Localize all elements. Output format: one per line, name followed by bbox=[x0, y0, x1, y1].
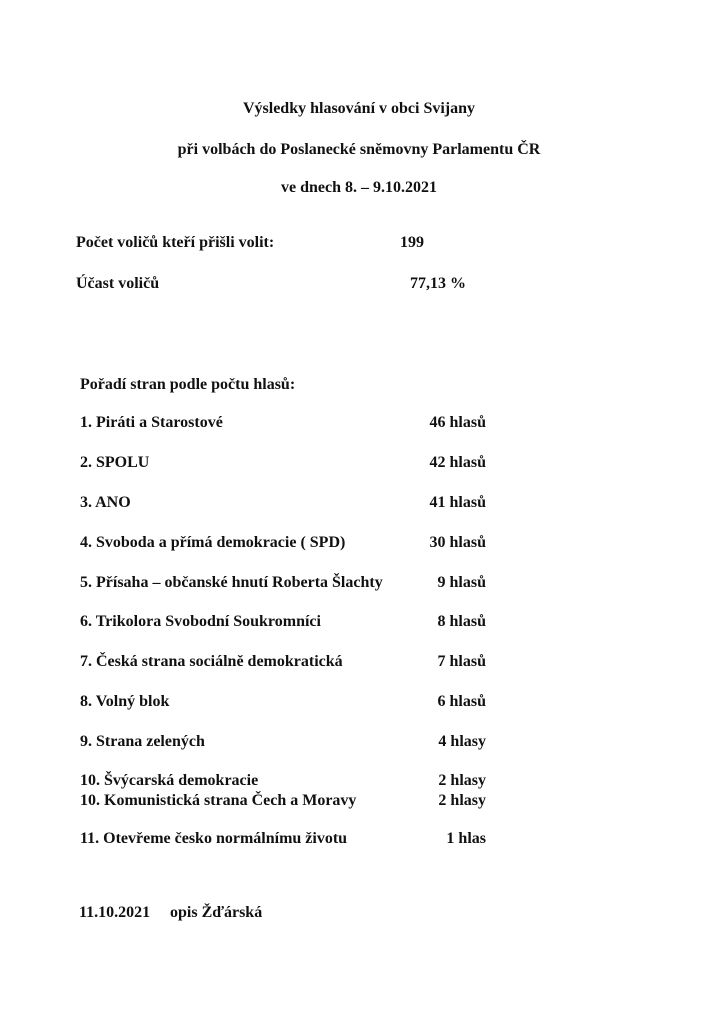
party-name: 5. Přísaha – občanské hnutí Roberta Šlachty bbox=[80, 574, 383, 591]
party-name: 8. Volný blok bbox=[80, 693, 170, 710]
ranking-heading: Pořadí stran podle počtu hlasů: bbox=[80, 376, 296, 393]
party-votes: 8 hlasů bbox=[437, 613, 486, 630]
turnout-value: 77,13 % bbox=[410, 275, 466, 292]
party-votes: 1 hlas bbox=[446, 830, 486, 847]
document-title: Výsledky hlasování v obci Svijany bbox=[242, 100, 476, 117]
party-votes: 7 hlasů bbox=[437, 653, 486, 670]
party-name: 2. SPOLU bbox=[80, 454, 150, 471]
party-name: 6. Trikolora Svobodní Soukromníci bbox=[80, 613, 321, 630]
turnout-label: Účast voličů bbox=[76, 275, 160, 292]
party-votes: 30 hlasů bbox=[429, 534, 486, 551]
voters-count-value: 199 bbox=[400, 234, 424, 251]
party-name: 3. ANO bbox=[80, 494, 131, 511]
document-subtitle: při volbách do Poslanecké sněmovny Parlamentu ČR bbox=[177, 141, 541, 158]
party-name: 1. Piráti a Starostové bbox=[80, 414, 223, 431]
party-votes: 42 hlasů bbox=[429, 454, 486, 471]
party-name: 10. Komunistická strana Čech a Moravy bbox=[80, 792, 357, 809]
party-name: 4. Svoboda a přímá demokracie ( SPD) bbox=[80, 534, 346, 551]
party-name: 9. Strana zelených bbox=[80, 733, 205, 750]
election-dates: ve dnech 8. – 9.10.2021 bbox=[281, 179, 437, 196]
party-votes: 46 hlasů bbox=[429, 414, 486, 431]
party-votes: 9 hlasů bbox=[437, 574, 486, 591]
party-votes: 6 hlasů bbox=[437, 693, 486, 710]
party-name: 7. Česká strana sociálně demokratická bbox=[80, 653, 343, 670]
party-votes: 4 hlasy bbox=[438, 733, 486, 750]
party-votes: 2 hlasy bbox=[438, 772, 486, 789]
footer-date: 11.10.2021 bbox=[79, 904, 151, 921]
party-votes: 41 hlasů bbox=[429, 494, 486, 511]
party-name: 11. Otevřeme česko normálnímu životu bbox=[80, 830, 348, 847]
party-name: 10. Švýcarská demokracie bbox=[80, 772, 259, 789]
footer-signature: opis Žďárská bbox=[170, 904, 263, 921]
party-votes: 2 hlasy bbox=[438, 792, 486, 809]
voters-count-label: Počet voličů kteří přišli volit: bbox=[76, 234, 275, 251]
